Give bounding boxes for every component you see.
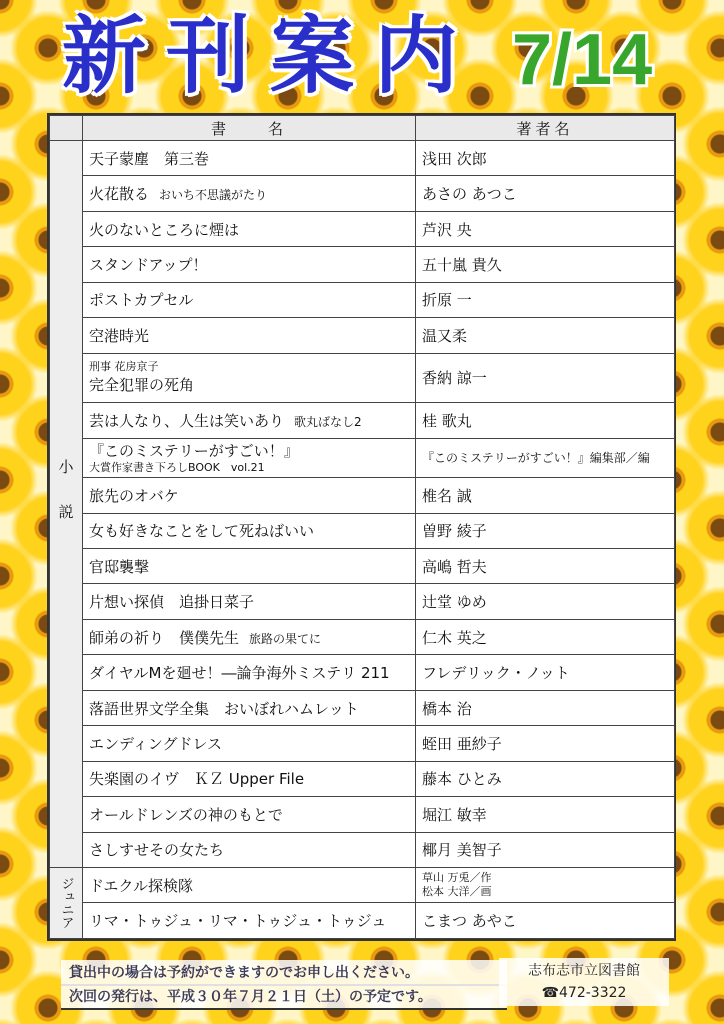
book-author: 高嶋 哲夫 [416, 549, 675, 584]
book-title: 天子蒙塵 第三巻 [83, 141, 416, 176]
book-title: 刑事 花房京子 完全犯罪の死角 [83, 353, 416, 403]
footer [47, 948, 676, 1014]
book-subtitle: 歌丸ばなし2 [294, 414, 362, 429]
book-title: ダイヤルMを廻せ！―論争海外ミステリ 211 [83, 655, 416, 690]
library-phone: ☎472-3322 [541, 985, 627, 1001]
book-title: スタンドアップ！ [83, 247, 416, 282]
reservation-note: 貸出中の場合は予約ができますのでお申し出ください。 [61, 960, 507, 986]
book-author: 仁木 英之 [416, 619, 675, 654]
book-title: リマ・トゥジュ・リマ・トゥジュ・トゥジュ [83, 903, 416, 939]
book-subtitle: 旅路の果てに [249, 631, 322, 646]
book-title: 芸は人なり、人生は笑いあり 歌丸ばなし2 [83, 403, 416, 438]
book-title: 空港時光 [83, 318, 416, 353]
book-title: 落語世界文学全集 おいぼれハムレット [83, 690, 416, 725]
book-title: ドエクル探検隊 [83, 867, 416, 902]
book-title: さしすせその女たち [83, 832, 416, 867]
book-author: 橋本 治 [416, 690, 675, 725]
column-header-author: 著者名 [416, 116, 675, 141]
book-author: 曽野 綾子 [416, 513, 675, 548]
book-author: 温又柔 [416, 318, 675, 353]
book-author: 辻堂 ゆめ [416, 584, 675, 619]
book-title: 火花散る おいち不思議がたり [83, 176, 416, 211]
book-title: 師弟の祈り 僕僕先生 旅路の果てに [83, 619, 416, 654]
issue-date: 7/14 [512, 20, 653, 100]
book-author: 『このミステリーがすごい！』編集部／編 [416, 438, 675, 477]
book-title: 火のないところに煙は [83, 211, 416, 246]
book-subtitle: おいち不思議がたり [159, 188, 268, 203]
header-blank [50, 116, 83, 141]
book-title: 女も好きなことをして死ねばいい [83, 513, 416, 548]
library-name: 志布志市立図書館 [528, 963, 640, 979]
book-author: 蛭田 亜紗子 [416, 726, 675, 761]
book-title: 官邸襲撃 [83, 549, 416, 584]
book-title: 片想い探偵 追掛日菜子 [83, 584, 416, 619]
page-title: 新刊案内 [62, 7, 479, 105]
column-header-title: 書 名 [83, 116, 416, 141]
book-author: 椰月 美智子 [416, 832, 675, 867]
category-junior: ジュニア [50, 867, 83, 938]
book-author: 浅田 次郎 [416, 141, 675, 176]
book-author: こまつ あやこ [416, 903, 675, 939]
book-author: 堀江 敏幸 [416, 797, 675, 832]
book-author: 椎名 誠 [416, 478, 675, 513]
book-author: 五十嵐 貴久 [416, 247, 675, 282]
book-author: 芦沢 央 [416, 211, 675, 246]
header [0, 0, 724, 112]
book-title: オールドレンズの神のもとで [83, 797, 416, 832]
category-novel: 小説 [50, 141, 83, 868]
book-author: フレデリック・ノット [416, 655, 675, 690]
book-title: 『このミステリーがすごい！』 大賞作家書き下ろしBOOK vol.21 [83, 438, 416, 477]
book-title: エンディングドレス [83, 726, 416, 761]
book-author: 香納 諒一 [416, 353, 675, 403]
book-table [47, 113, 676, 941]
book-author: 草山 万兎／作 松本 大洋／画 [416, 867, 675, 902]
book-title: ポストカプセル [83, 282, 416, 317]
next-issue-note: 次回の発行は、平成３０年７月２１日（土）の予定です。 [61, 984, 507, 1010]
book-author: 折原 一 [416, 282, 675, 317]
book-author: 藤本 ひとみ [416, 761, 675, 796]
book-author: あさの あつこ [416, 176, 675, 211]
library-info [499, 958, 669, 1006]
book-subtitle: 大賞作家書き下ろしBOOK vol.21 [89, 461, 265, 475]
book-title: 失楽園のイヴ ＫＺ Upper File [83, 761, 416, 796]
book-title: 旅先のオバケ [83, 478, 416, 513]
book-author: 桂 歌丸 [416, 403, 675, 438]
book-series: 刑事 花房京子 [89, 360, 159, 374]
